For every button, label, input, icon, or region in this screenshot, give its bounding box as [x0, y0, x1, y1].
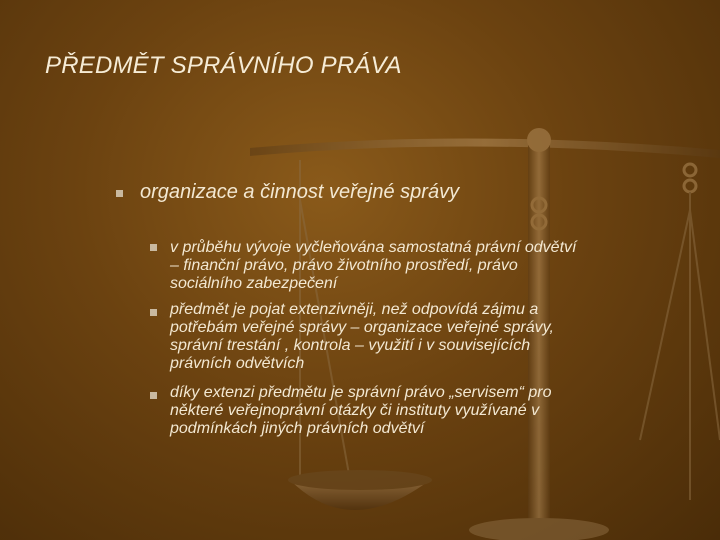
bullet-level1-text: organizace a činnost veřejné správy	[140, 181, 460, 203]
sub-bullet-1-line: – finanční právo, právo životního prostředí, právo	[170, 257, 518, 274]
sub-bullet-3-line: některé veřejnoprávní otázky či instituty využívané v	[170, 402, 540, 419]
sub-bullet-1-line: sociálního zabezpečení	[170, 275, 338, 292]
sub-bullet-marker-3	[150, 392, 157, 399]
sub-bullet-marker-2	[150, 309, 157, 316]
sub-bullet-marker-1	[150, 244, 157, 251]
sub-bullet-3	[170, 384, 690, 438]
slide-title: PŘEDMĚT SPRÁVNÍHO PRÁVA	[45, 52, 402, 79]
sub-bullet-3-line: podmínkách jiných právních odvětví	[170, 420, 425, 437]
sub-bullet-1	[170, 239, 690, 293]
sub-bullet-2	[170, 301, 690, 373]
sub-bullet-2-line: právních odvětvích	[170, 355, 305, 372]
sub-bullet-1-line: v průběhu vývoje vyčleňována samostatná právní odvětví	[170, 239, 577, 256]
bullet-level1-marker	[116, 190, 123, 197]
sub-bullet-2-line: správní trestání , kontrola – využití i v souvisejících	[170, 337, 531, 354]
sub-bullet-2-line: potřebám veřejné správy – organizace veřejné správy,	[170, 319, 554, 336]
sub-bullet-2-line: předmět je pojat extenzivněji, než odpovídá zájmu a	[170, 301, 539, 318]
sub-bullet-3-line: díky extenzi předmětu je správní právo „servisem“ pro	[170, 384, 552, 401]
